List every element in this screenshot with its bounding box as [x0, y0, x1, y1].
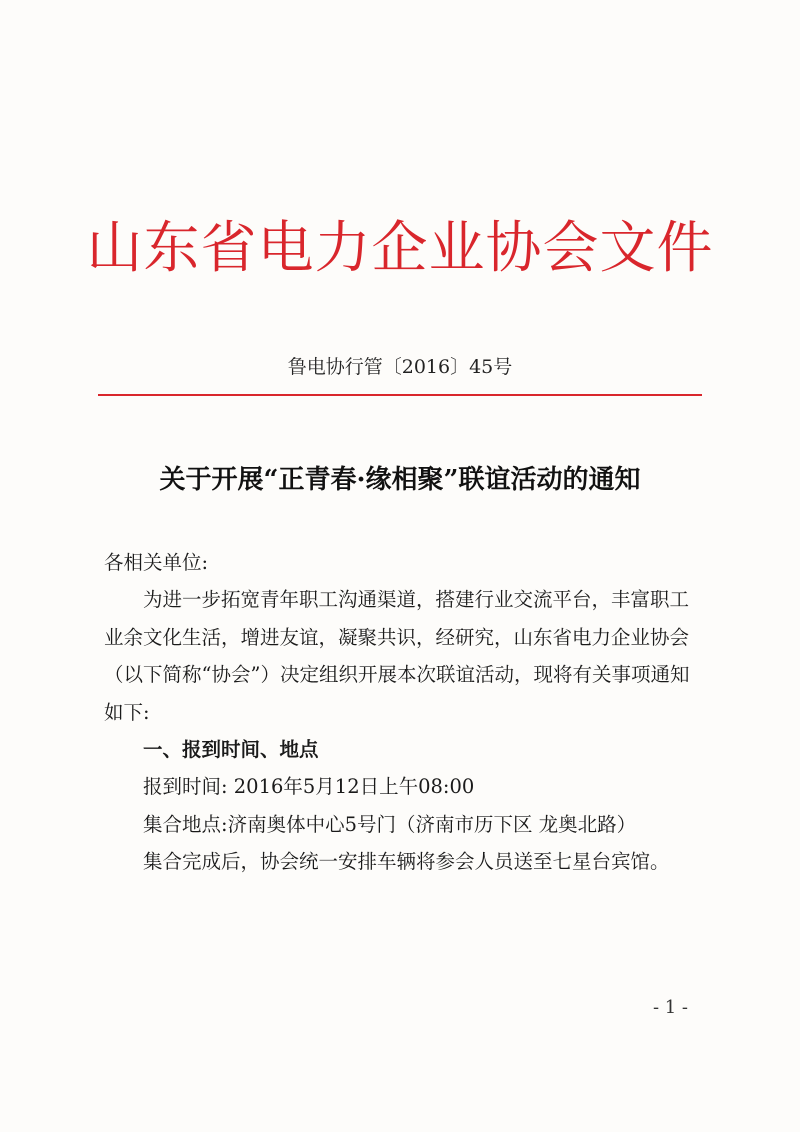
report-time-line: 报到时间: 2016年5月12日上午08:00 [143, 775, 475, 799]
notice-title: 关于开展“正青春·缘相聚”联谊活动的通知 [159, 465, 641, 495]
document-number: 鲁电协行管〔2016〕45号 [287, 356, 513, 378]
section-heading-1: 一、报到时间、地点 [143, 738, 319, 762]
salutation: 各相关单位: [104, 551, 209, 574]
notice-body [104, 544, 702, 881]
meeting-place-line: 集合地点:济南奥体中心5号门（济南市历下区 龙奥北路） [143, 812, 637, 836]
intro-paragraph: 为进一步拓宽青年职工沟通渠道，搭建行业交流平台，丰富职工业余文化生活，增进友谊，凝聚共识，经研究，山东省电力企业协会（以下简称“协会”）决定组织开展本次联谊活动，现将有关事项通知如下: [104, 588, 690, 724]
red-divider-line [98, 394, 702, 396]
page-number: - 1 - [652, 997, 688, 1018]
issuer-header-title: 山东省电力企业协会文件 [86, 216, 714, 281]
arrangement-paragraph: 集合完成后，协会统一安排车辆将参会人员送至七星台宾馆。 [143, 850, 670, 874]
